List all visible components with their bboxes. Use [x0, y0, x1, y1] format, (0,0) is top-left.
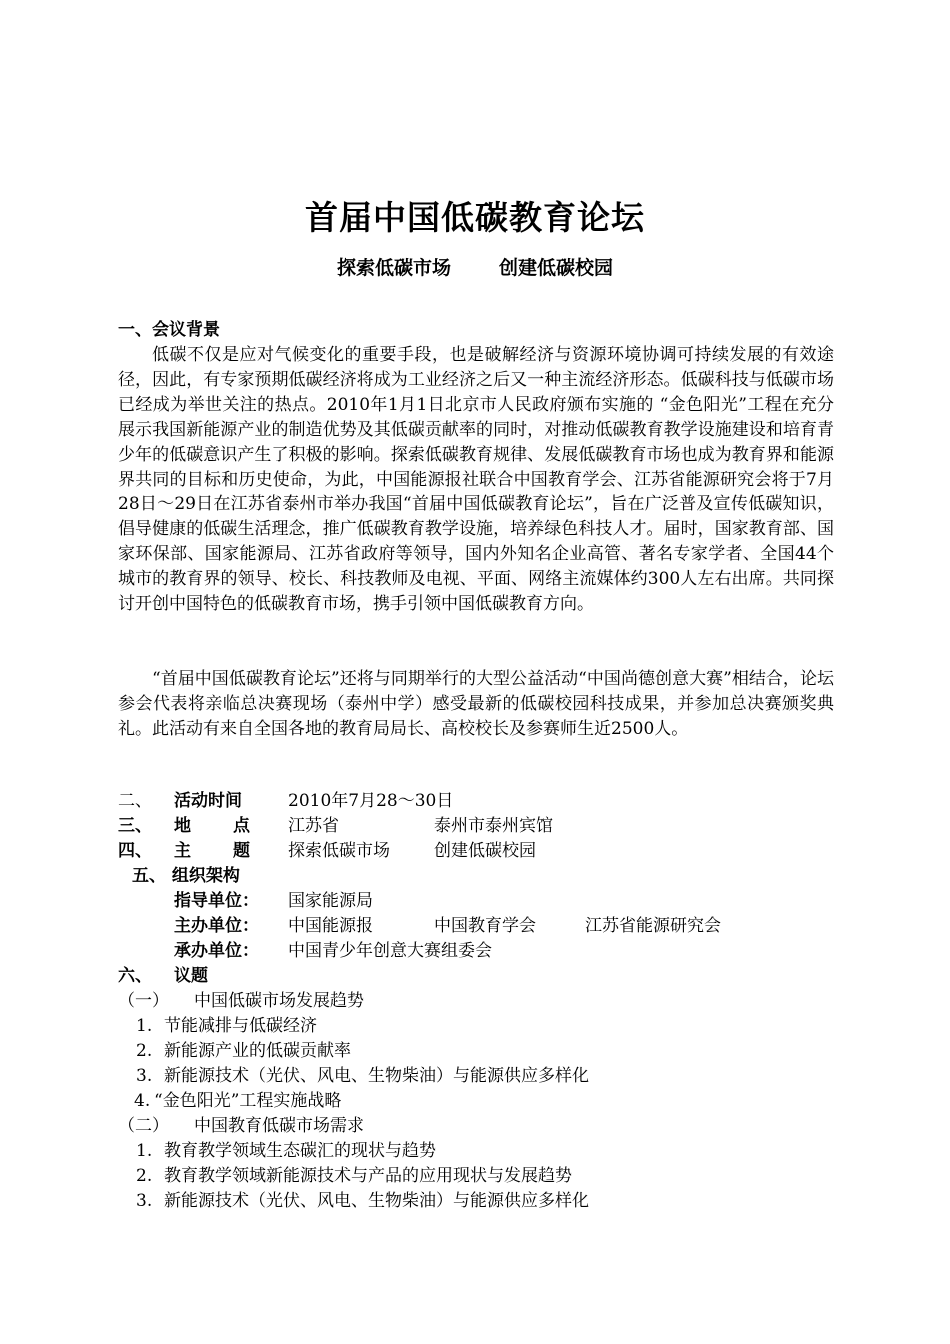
section3-number: 三、 — [118, 816, 152, 836]
guide-value: 国家能源局 — [288, 891, 373, 911]
list-item-text: 新能源技术（光伏、风电、生物柴油）与能源供应多样化 — [164, 1191, 589, 1211]
subtitle-part1: 探索低碳市场 — [336, 257, 451, 279]
host-value-1: 中国能源报 — [288, 916, 373, 936]
list-item-text: “金色阳光”工程实施战略 — [154, 1091, 342, 1111]
section3-label-a: 地 — [174, 816, 191, 836]
section3-label-b: 点 — [233, 816, 250, 836]
list-item-number: 1. — [136, 1141, 153, 1161]
section4-value2: 创建低碳校园 — [434, 841, 536, 861]
section2-number: 二、 — [118, 791, 152, 811]
host-label: 主办单位： — [174, 916, 259, 936]
section5-heading: 五、 组织架构 — [132, 866, 240, 886]
section2-value: 2010年7月28～30日 — [288, 791, 454, 811]
section4-value1: 探索低碳市场 — [288, 841, 390, 861]
sub2-title: 中国教育低碳市场需求 — [194, 1116, 364, 1136]
sub2-number: （二） — [118, 1116, 169, 1136]
subtitle-part2: 创建低碳校园 — [499, 257, 614, 279]
section4-label-a: 主 — [174, 841, 191, 861]
list-item-text: 新能源产业的低碳贡献率 — [164, 1041, 351, 1061]
sub1-number: （一） — [118, 991, 169, 1011]
section1-paragraph2: “首届中国低碳教育论坛”还将与同期举行的大型公益活动“中国尚德创意大赛”相结合，论坛参会代表将亲临总决赛现场（泰州中学）感受最新的低碳校园科技成果，并参加总决赛颁奖典礼。此活动有来自全国各地的教育局局长、高校校长及参赛师生近2500人。 — [118, 669, 834, 739]
section6-number: 六、 — [118, 966, 152, 986]
section3-value1: 江苏省 — [288, 816, 339, 836]
host-value-2: 中国教育学会 — [434, 916, 536, 936]
document-subtitle — [0, 254, 950, 282]
section2-label: 活动时间 — [174, 791, 242, 811]
list-item-text: 节能减排与低碳经济 — [164, 1016, 317, 1036]
document-title: 首届中国低碳教育论坛 — [305, 198, 645, 237]
list-item-text: 教育教学领域新能源技术与产品的应用现状与发展趋势 — [164, 1166, 572, 1186]
section1-heading: 一、会议背景 — [118, 320, 220, 340]
list-item-text: 新能源技术（光伏、风电、生物柴油）与能源供应多样化 — [164, 1066, 589, 1086]
section3-value2: 泰州市泰州宾馆 — [434, 816, 553, 836]
list-item-number: 2. — [136, 1041, 153, 1061]
section6-label: 议题 — [174, 966, 208, 986]
list-item-number: 1. — [136, 1016, 153, 1036]
list-item-text: 教育教学领域生态碳汇的现状与趋势 — [164, 1141, 436, 1161]
list-item-number: 3. — [136, 1191, 153, 1211]
host-value-3: 江苏省能源研究会 — [585, 916, 721, 936]
section4-label-b: 题 — [233, 841, 250, 861]
organizer-value: 中国青少年创意大赛组委会 — [288, 941, 492, 961]
sub1-title: 中国低碳市场发展趋势 — [194, 991, 364, 1011]
section1-paragraph1: 低碳不仅是应对气候变化的重要手段，也是破解经济与资源环境协调可持续发展的有效途径，因此，有专家预期低碳经济将成为工业经济之后又一种主流经济形态。低碳科技与低碳市场已经成为举世关注的热点。2010年1月1日北京市人民政府颁布实施的 “金色阳光”工程在充分展示我国新能源产业的制造优势及其低碳贡献率的同时，对推动低碳教育教学设施建设和培育青少年的低碳意识产生了积极的影响。探索低碳教育规律、发展低碳教育市场也成为教育界和能源界共同的目标和历史使命，为此，中国能源报社联合中国教育学会、江苏省能源研究会将于7月28日～29日在江苏省泰州市举办我国“首届中国低碳教育论坛”，旨在广泛普及宣传低碳知识，倡导健康的低碳生活理念，推广低碳教育教学设施，培养绿色科技人才。届时，国家教育部、国家环保部、国家能源局、江苏省政府等领导，国内外知名企业高管、著名专家学者、全国44个城市的教育界的领导、校长、科技教师及电视、平面、网络主流媒体约300人左右出席。共同探讨开创中国特色的低碳教育市场，携手引领中国低碳教育方向。 — [118, 345, 834, 615]
guide-label: 指导单位： — [174, 891, 259, 911]
section4-number: 四、 — [118, 841, 152, 861]
list-item-number: 4. — [134, 1091, 151, 1111]
organizer-label: 承办单位： — [174, 941, 259, 961]
list-item-number: 2. — [136, 1166, 153, 1186]
list-item-number: 3. — [136, 1066, 153, 1086]
